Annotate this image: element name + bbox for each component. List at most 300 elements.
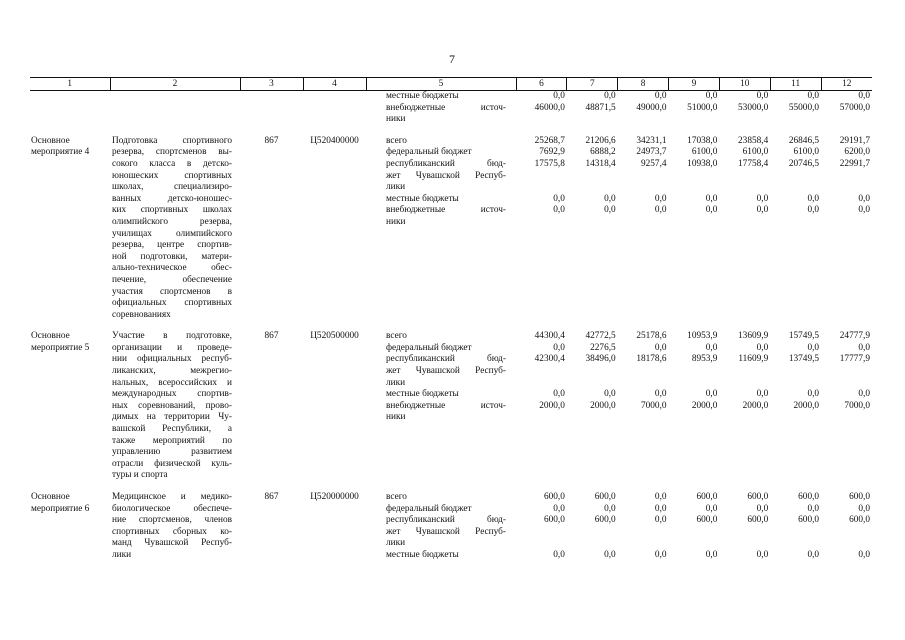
value-column — [821, 331, 872, 482]
value-cell: 13749,5 — [788, 354, 820, 365]
value-spacer — [516, 412, 565, 424]
value-spacer — [821, 366, 870, 378]
name-cell — [110, 91, 240, 126]
value-cell: 25268,7 — [534, 135, 565, 146]
value-cell: 9257,4 — [640, 158, 667, 169]
measure-label: Основное — [31, 492, 70, 502]
source-line: ники — [386, 216, 406, 227]
source-line: федеральный бюджет — [386, 503, 472, 514]
value-spacer — [516, 538, 565, 550]
value-cell: 0,0 — [705, 91, 718, 101]
measure-name-line: нальных, всероссийских и — [112, 377, 232, 388]
source-line: федеральный бюджет — [386, 147, 472, 158]
value-cell: 0,0 — [807, 193, 820, 204]
header-row — [30, 78, 872, 91]
value-cell: 7692,9 — [539, 147, 565, 158]
value-cell: 57000,0 — [839, 102, 870, 113]
measure-label-cell — [30, 492, 110, 562]
value-cell: 0,0 — [756, 193, 769, 204]
measure-name-line: юношеских спортивных — [112, 170, 232, 181]
value-cell: 17777,9 — [839, 354, 870, 365]
value-column — [516, 136, 567, 322]
value-cell: 0,0 — [756, 503, 769, 514]
value-cell: 17038,0 — [687, 135, 718, 146]
source-line: жет Чувашской Респуб- — [386, 366, 507, 377]
value-cell: 0,0 — [654, 492, 667, 502]
value-cell: 25178,6 — [636, 331, 667, 342]
value-cell: 0,0 — [756, 91, 769, 101]
value-spacer — [618, 538, 667, 550]
measure-name-line: лики — [112, 549, 132, 560]
measure-name-line: олимпийского резерва, — [112, 216, 232, 227]
source-line: республиканский бюд- — [386, 158, 507, 169]
budget-code-cell — [303, 331, 366, 482]
value-spacer — [821, 114, 870, 126]
value-column — [669, 331, 720, 482]
grbs-cell — [240, 91, 303, 126]
value-spacer — [567, 527, 616, 539]
value-column — [719, 492, 770, 562]
source-line: ники — [386, 114, 406, 125]
value-spacer — [821, 378, 870, 390]
value-cell: 0,0 — [807, 205, 820, 216]
value-cell: 0,0 — [807, 503, 820, 514]
value-spacer — [669, 114, 718, 126]
value-cell: 0,0 — [705, 389, 718, 400]
source-line: местные бюджеты — [386, 389, 459, 400]
row-gap — [30, 126, 872, 136]
value-cell: 600,0 — [594, 515, 616, 526]
value-spacer — [618, 527, 667, 539]
value-spacer — [669, 412, 718, 424]
measure-name-line: ликанских, межрегио- — [112, 366, 232, 377]
source-line: местные бюджеты — [386, 549, 459, 560]
column-header: 4 — [303, 78, 366, 91]
column-header: 2 — [110, 78, 240, 91]
value-cell: 0,0 — [807, 91, 820, 101]
value-cell: 22991,7 — [839, 158, 870, 169]
value-spacer — [567, 171, 616, 183]
column-header: 6 — [516, 78, 567, 91]
value-spacer — [567, 114, 616, 126]
value-spacer — [618, 412, 667, 424]
value-spacer — [618, 182, 667, 194]
value-spacer — [618, 366, 667, 378]
value-spacer — [516, 171, 565, 183]
value-cell: 13609,9 — [738, 331, 769, 342]
measure-name-line: манд Чувашской Респуб- — [112, 538, 232, 549]
label-cell — [30, 91, 110, 126]
value-column — [618, 91, 669, 126]
value-cell: 0,0 — [654, 389, 667, 400]
budget-code-cell — [303, 492, 366, 562]
value-cell: 15749,5 — [788, 331, 820, 342]
value-cell: 0,0 — [654, 91, 667, 101]
value-cell: 17575,8 — [534, 158, 565, 169]
source-cell — [366, 136, 516, 322]
value-cell: 600,0 — [543, 492, 565, 502]
value-spacer — [567, 217, 616, 229]
source-line: местные бюджеты — [386, 91, 459, 101]
measure-name-line: спортивных сборных ко- — [112, 526, 232, 537]
value-column — [516, 91, 567, 126]
source-line: жет Чувашской Респуб- — [386, 170, 507, 181]
value-column — [669, 136, 720, 322]
value-spacer — [821, 171, 870, 183]
source-line: всего — [386, 135, 407, 146]
measure-label: мероприятие 4 — [31, 147, 90, 158]
measure-name-line: официальных спортивных — [112, 298, 232, 309]
value-spacer — [770, 182, 819, 194]
value-cell: 2000,0 — [793, 400, 820, 411]
value-cell: 0,0 — [553, 91, 565, 101]
measure-name-line: Участие в подготовке, — [112, 331, 232, 342]
value-cell: 0,0 — [705, 342, 718, 353]
value-spacer — [669, 171, 718, 183]
value-spacer — [719, 527, 768, 539]
value-spacer — [669, 217, 718, 229]
measure-label-cell — [30, 331, 110, 482]
value-cell: 600,0 — [747, 492, 769, 502]
value-cell: 24777,9 — [839, 331, 870, 342]
value-cell: 0,0 — [553, 549, 565, 560]
page-number: 7 — [449, 52, 455, 66]
table-row — [30, 492, 872, 562]
value-spacer — [719, 366, 768, 378]
table-row-continuation — [30, 91, 872, 126]
measure-name-cell — [110, 136, 240, 322]
value-cell: 17758,4 — [738, 158, 769, 169]
value-cell: 42772,5 — [585, 331, 616, 342]
measure-name-cell — [110, 492, 240, 562]
gap-cell — [30, 482, 872, 492]
row-gap — [30, 321, 872, 331]
value-spacer — [770, 366, 819, 378]
row-gap — [30, 482, 872, 492]
value-spacer — [821, 217, 870, 229]
measure-name-line: училищах олимпийского — [112, 228, 232, 239]
source-line: лики — [386, 377, 406, 388]
measure-name-line: организации и проведе- — [112, 342, 232, 353]
value-cell: 0,0 — [654, 549, 667, 560]
measure-name-line: туры и спорта — [112, 470, 168, 481]
value-column — [567, 91, 618, 126]
value-cell: 600,0 — [798, 515, 820, 526]
value-cell: 0,0 — [553, 503, 565, 514]
value-cell: 2276,5 — [590, 342, 616, 353]
measure-name-line: участия спортсменов в — [112, 286, 232, 297]
value-cell: 29191,7 — [839, 135, 870, 146]
value-spacer — [770, 171, 819, 183]
source-line: внебюджетные источ- — [386, 102, 507, 113]
column-header: 11 — [770, 78, 821, 91]
value-spacer — [770, 378, 819, 390]
value-cell: 0,0 — [858, 193, 870, 204]
budget-table — [30, 77, 872, 562]
value-cell: 0,0 — [654, 342, 667, 353]
measure-name-line: ких спортивных школах — [112, 205, 232, 216]
value-cell: 0,0 — [553, 389, 565, 400]
value-cell: 0,0 — [604, 91, 616, 101]
value-cell: 24973,7 — [636, 147, 667, 158]
value-cell: 0,0 — [807, 549, 820, 560]
value-cell: 6888,2 — [590, 147, 616, 158]
value-cell: 6100,0 — [742, 147, 769, 158]
measure-name-line: ние спортсменов, членов — [112, 515, 232, 526]
value-column — [669, 492, 720, 562]
measure-name-line: димых на территории Чу- — [112, 412, 232, 423]
value-spacer — [770, 114, 819, 126]
value-cell: 0,0 — [604, 549, 616, 560]
value-cell: 49000,0 — [636, 102, 667, 113]
value-column — [516, 331, 567, 482]
value-column — [719, 91, 770, 126]
value-column — [821, 136, 872, 322]
value-cell: 51000,0 — [687, 102, 718, 113]
value-cell: 600,0 — [798, 492, 820, 502]
value-spacer — [719, 182, 768, 194]
value-cell: 11609,9 — [738, 354, 769, 365]
budget-code-cell — [303, 136, 366, 322]
measure-name-line: отрасли физической куль- — [112, 458, 232, 469]
value-cell: 2000,0 — [742, 400, 769, 411]
value-cell: 0,0 — [858, 91, 870, 101]
value-column — [618, 136, 669, 322]
source-line: внебюджетные источ- — [386, 400, 507, 411]
measure-name-line: нии официальных респуб- — [112, 354, 232, 365]
value-cell: 0,0 — [604, 205, 616, 216]
value-spacer — [669, 182, 718, 194]
measure-label: мероприятие 6 — [31, 503, 90, 514]
value-column — [821, 91, 872, 126]
source-line: республиканский бюд- — [386, 354, 507, 365]
source-line: внебюджетные источ- — [386, 205, 507, 216]
value-cell: 0,0 — [756, 389, 769, 400]
value-cell: 0,0 — [705, 193, 718, 204]
measure-name-line: международных спортив- — [112, 389, 232, 400]
value-spacer — [567, 378, 616, 390]
value-spacer — [669, 366, 718, 378]
value-cell: 6100,0 — [691, 147, 718, 158]
value-spacer — [719, 171, 768, 183]
value-spacer — [669, 527, 718, 539]
value-column — [770, 91, 821, 126]
column-header: 8 — [618, 78, 669, 91]
value-cell: 10938,0 — [687, 158, 718, 169]
value-cell: 600,0 — [696, 492, 718, 502]
value-cell: 0,0 — [858, 342, 870, 353]
column-header: 5 — [366, 78, 516, 91]
value-spacer — [719, 217, 768, 229]
measure-name-line: ально-техническое обес- — [112, 263, 232, 274]
value-cell: 10953,9 — [687, 331, 718, 342]
value-cell: 2000,0 — [691, 400, 718, 411]
source-line: республиканский бюд- — [386, 515, 507, 526]
grbs-cell — [240, 492, 303, 562]
value-cell: 0,0 — [553, 193, 565, 204]
value-cell: 42300,4 — [534, 354, 565, 365]
measure-name-line: ванных детско-юношес- — [112, 193, 232, 204]
value-cell: 600,0 — [747, 515, 769, 526]
grbs-cell — [240, 136, 303, 322]
value-spacer — [770, 412, 819, 424]
value-cell: 0,0 — [553, 205, 565, 216]
value-cell: 0,0 — [654, 205, 667, 216]
value-cell: 600,0 — [849, 515, 870, 526]
value-spacer — [516, 217, 565, 229]
source-line: лики — [386, 538, 406, 549]
value-cell: 0,0 — [858, 503, 870, 514]
value-cell: 0,0 — [553, 342, 565, 353]
measure-name-line: сокого класса в детско- — [112, 158, 232, 169]
value-cell: 2000,0 — [590, 400, 616, 411]
value-spacer — [821, 182, 870, 194]
value-spacer — [719, 114, 768, 126]
column-header: 3 — [240, 78, 303, 91]
value-spacer — [618, 217, 667, 229]
value-cell: 0,0 — [858, 205, 870, 216]
value-cell: 0,0 — [604, 193, 616, 204]
value-column — [719, 136, 770, 322]
value-spacer — [567, 412, 616, 424]
value-spacer — [821, 538, 870, 550]
value-column — [618, 331, 669, 482]
value-cell: 6100,0 — [793, 147, 820, 158]
value-cell: 53000,0 — [738, 102, 769, 113]
measure-label: мероприятие 5 — [31, 342, 90, 353]
value-column — [719, 331, 770, 482]
measure-name-line: соревнованиях — [112, 309, 171, 320]
value-column — [567, 136, 618, 322]
value-spacer — [719, 378, 768, 390]
source-cell — [366, 331, 516, 482]
budget-code: Ц520000000 — [310, 492, 359, 502]
value-spacer — [669, 538, 718, 550]
value-spacer — [669, 378, 718, 390]
value-cell: 600,0 — [696, 515, 718, 526]
value-cell: 38496,0 — [585, 354, 616, 365]
value-cell: 0,0 — [705, 549, 718, 560]
value-column — [567, 331, 618, 482]
value-cell: 0,0 — [756, 205, 769, 216]
value-column — [516, 492, 567, 562]
value-spacer — [821, 412, 870, 424]
value-spacer — [516, 114, 565, 126]
value-spacer — [618, 171, 667, 183]
value-cell: 0,0 — [705, 503, 718, 514]
value-spacer — [516, 366, 565, 378]
source-line: лики — [386, 182, 406, 193]
value-cell: 0,0 — [756, 342, 769, 353]
table-row — [30, 331, 872, 482]
value-spacer — [719, 538, 768, 550]
value-spacer — [719, 412, 768, 424]
measure-name-line: вашской Республики, а — [112, 424, 232, 435]
value-cell: 0,0 — [807, 389, 820, 400]
measure-label-cell — [30, 136, 110, 322]
measure-name-cell — [110, 331, 240, 482]
value-column — [669, 91, 720, 126]
value-cell: 2000,0 — [539, 400, 565, 411]
value-cell: 26846,5 — [788, 135, 820, 146]
measure-name-line: также мероприятий по — [112, 435, 232, 446]
value-spacer — [516, 527, 565, 539]
column-header: 7 — [567, 78, 618, 91]
value-spacer — [618, 378, 667, 390]
measure-name-line: управлению развитием — [112, 447, 232, 458]
measure-label: Основное — [31, 331, 70, 342]
value-cell: 46000,0 — [534, 102, 565, 113]
value-cell: 18178,6 — [636, 354, 667, 365]
table-body — [30, 91, 872, 562]
grbs-code: 867 — [264, 135, 279, 146]
value-cell: 7000,0 — [640, 400, 667, 411]
value-cell: 600,0 — [849, 492, 870, 502]
value-column — [821, 492, 872, 562]
value-spacer — [516, 378, 565, 390]
source-line: местные бюджеты — [386, 193, 459, 204]
value-cell: 0,0 — [858, 549, 870, 560]
value-spacer — [770, 538, 819, 550]
value-spacer — [770, 217, 819, 229]
grbs-code: 867 — [264, 331, 279, 342]
value-spacer — [821, 527, 870, 539]
column-header: 1 — [30, 78, 110, 91]
value-cell: 0,0 — [756, 549, 769, 560]
measure-name-line: резерва, центре спортив- — [112, 240, 232, 251]
measure-name-line: резерва, спортсменов вы- — [112, 147, 232, 158]
value-spacer — [770, 527, 819, 539]
value-column — [770, 331, 821, 482]
value-cell: 6200,0 — [844, 147, 870, 158]
measure-label: Основное — [31, 135, 70, 146]
measure-name-line: печение, обеспечение — [112, 274, 232, 285]
value-column — [567, 492, 618, 562]
value-cell: 0,0 — [705, 205, 718, 216]
value-cell: 0,0 — [604, 389, 616, 400]
measure-name-line: биологическое обеспече- — [112, 503, 232, 514]
source-cell — [366, 492, 516, 562]
value-cell: 600,0 — [594, 492, 616, 502]
value-cell: 0,0 — [654, 515, 667, 526]
value-column — [618, 492, 669, 562]
value-spacer — [567, 538, 616, 550]
value-cell: 7000,0 — [844, 400, 870, 411]
source-line: жет Чувашской Респуб- — [386, 526, 507, 537]
value-column — [770, 492, 821, 562]
grbs-cell — [240, 331, 303, 482]
column-header: 10 — [719, 78, 770, 91]
source-line: федеральный бюджет — [386, 342, 472, 353]
budget-code: Ц520400000 — [310, 135, 359, 146]
value-cell: 0,0 — [654, 503, 667, 514]
value-spacer — [567, 366, 616, 378]
value-cell: 34231,1 — [636, 135, 667, 146]
value-spacer — [516, 182, 565, 194]
value-spacer — [618, 114, 667, 126]
value-cell: 21206,6 — [585, 135, 616, 146]
value-cell: 48871,5 — [585, 102, 616, 113]
table-row — [30, 136, 872, 322]
value-cell: 8953,9 — [691, 354, 718, 365]
code-cell — [303, 91, 366, 126]
source-line: всего — [386, 492, 407, 502]
value-cell: 0,0 — [858, 389, 870, 400]
measure-name-line: Подготовка спортивного — [112, 135, 232, 146]
value-cell: 55000,0 — [788, 102, 820, 113]
gap-cell — [30, 321, 872, 331]
source-cell — [366, 91, 516, 126]
